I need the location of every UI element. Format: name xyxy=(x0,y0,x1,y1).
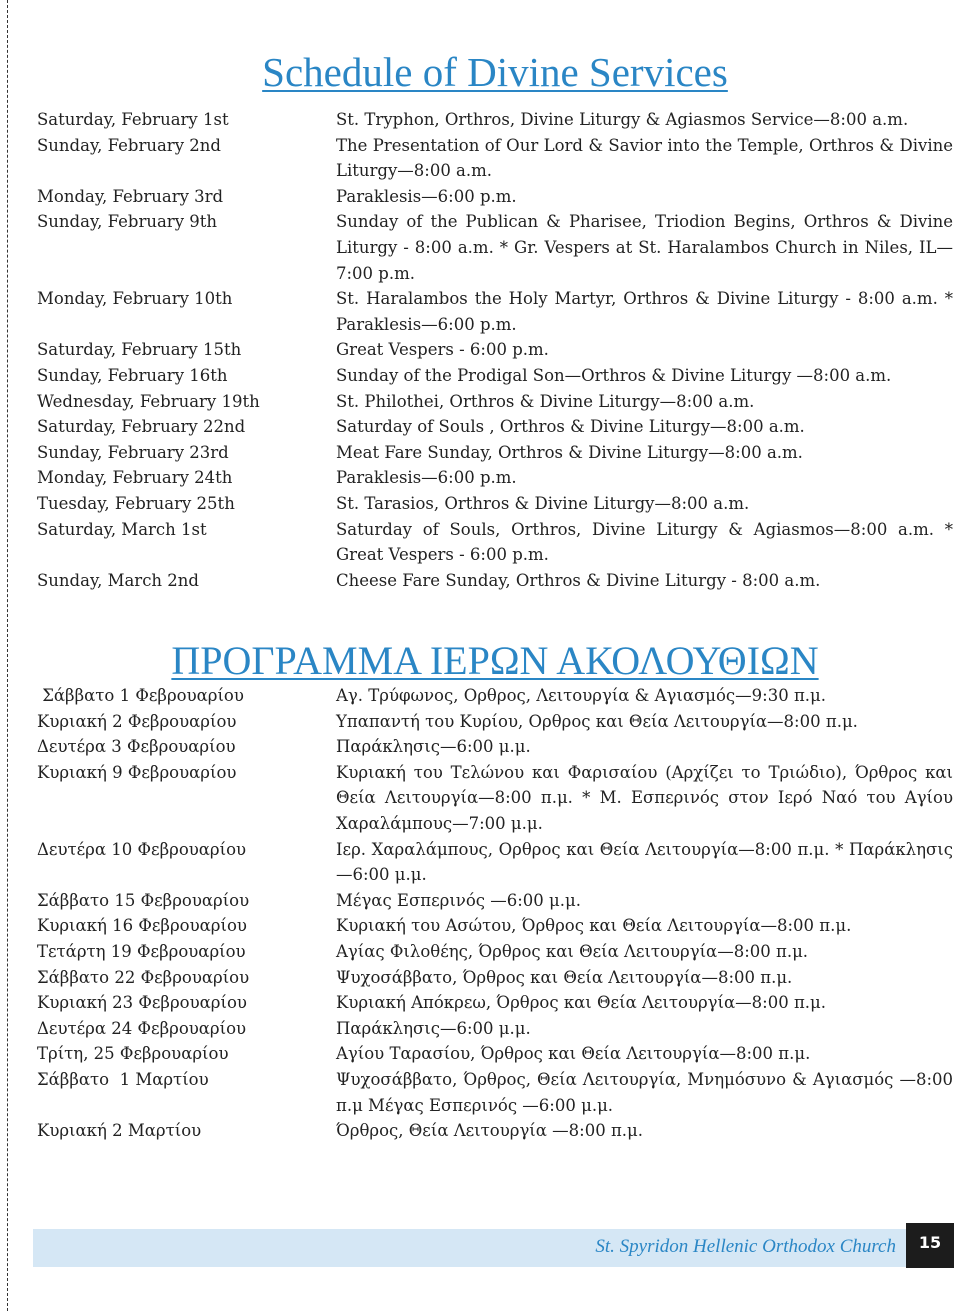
schedule-row xyxy=(37,414,953,440)
service-date: Sunday, February 9th xyxy=(37,212,218,232)
schedule-row xyxy=(37,837,953,888)
service-description: St. Haralambos the Holy Martyr, Orthros & Divine Liturgy - 8:00 a.m. * Paraklesis—6:00 p.m. xyxy=(336,289,953,334)
schedule-row xyxy=(37,133,953,184)
service-description: Sunday of the Publican & Pharisee, Triodion Begins, Orthros & Divine Liturgy - 8:00 a.m. * Gr. Vespers at St. Haralambos Church in Niles, IL—7:00 p.m. xyxy=(336,212,953,283)
schedule-row xyxy=(37,107,953,133)
schedule-row xyxy=(37,465,953,491)
service-description: Great Vespers - 6:00 p.m. xyxy=(336,340,549,360)
service-description: Μέγας Εσπερινός —6:00 μ.μ. xyxy=(336,890,581,910)
service-description: Όρθρος, Θεία Λειτουργία —8:00 π.μ. xyxy=(336,1121,644,1141)
service-description: Υπαπαντή του Κυρίου, Ορθρος και Θεία Λειτουργία—8:00 π.μ. xyxy=(336,711,858,731)
service-date: Κυριακή 23 Φεβρουαρίου xyxy=(37,993,247,1013)
service-description: Saturday of Souls , Orthros & Divine Liturgy—8:00 a.m. xyxy=(336,417,805,437)
service-description: Ψυχοσάββατο, Όρθρος, Θεία Λειτουργία, Μνημόσυνο & Αγιασμός —8:00 π.μ Μέγας Εσπερινός —6:00 μ.μ. xyxy=(336,1069,953,1115)
schedule-row xyxy=(37,337,953,363)
service-date: Monday, February 24th xyxy=(37,468,233,488)
service-description: Κυριακή Απόκρεω, Όρθρος και Θεία Λειτουργία—8:00 π.μ. xyxy=(336,993,827,1013)
page-title-english: Schedule of Divine Services xyxy=(262,49,728,95)
schedule-row xyxy=(37,990,953,1016)
footer-church-name: St. Spyridon Hellenic Orthodox Church xyxy=(595,1236,896,1257)
service-description: The Presentation of Our Lord & Savior into the Temple, Orthros & Divine Liturgy—8:00 a.m. xyxy=(336,135,953,181)
service-date: Monday, February 10th xyxy=(37,289,233,309)
schedule-row xyxy=(37,184,953,210)
service-description: Cheese Fare Sunday, Orthros & Divine Liturgy - 8:00 a.m. xyxy=(336,570,821,590)
service-date: Σάββατο 1 Μαρτίου xyxy=(37,1069,209,1089)
service-date: Saturday, February 1st xyxy=(37,110,229,129)
service-description: Ψυχοσάββατο, Όρθρος και Θεία Λειτουργία—8:00 π.μ. xyxy=(336,967,793,987)
service-description: Saturday of Souls, Orthros, Divine Liturgy & Agiasmos—8:00 a.m. * Great Vespers - 6:00 p.m. xyxy=(336,519,953,565)
service-date: Monday, February 3rd xyxy=(37,186,224,206)
page-title-greek: ΠΡΟΓΡΑΜΜΑ ΙΕΡΩΝ ΑΚΟΛΟΥΘΙΩΝ xyxy=(171,638,819,683)
schedule-row xyxy=(37,888,953,914)
schedule-row xyxy=(37,517,953,568)
service-description: Παράκλησις—6:00 μ.μ. xyxy=(336,1018,531,1038)
schedule-row xyxy=(37,1118,953,1144)
service-description: St. Philothei, Orthros & Divine Liturgy—8:00 a.m. xyxy=(336,391,755,411)
service-date: Saturday, March 1st xyxy=(37,519,207,539)
page-number: 15 xyxy=(906,1223,954,1268)
schedule-row xyxy=(37,1041,953,1067)
service-description: Παράκλησις—6:00 μ.μ. xyxy=(336,737,531,757)
service-date: Τετάρτη 19 Φεβρουαρίου xyxy=(37,941,246,961)
service-description: Meat Fare Sunday, Orthros & Divine Liturgy—8:00 a.m. xyxy=(336,442,803,462)
service-date: Saturday, February 15th xyxy=(37,340,242,360)
service-description: Αγ. Τρύφωνος, Ορθρος, Λειτουργία & Αγιασμός—9:30 π.μ. xyxy=(336,686,827,705)
service-description: Paraklesis—6:00 p.m. xyxy=(336,186,517,206)
service-date: Δευτέρα 3 Φεβρουαρίου xyxy=(37,737,236,757)
service-description: St. Tryphon, Orthros, Divine Liturgy & Agiasmos Service—8:00 a.m. xyxy=(336,110,909,129)
service-date: Sunday, February 23rd xyxy=(37,442,229,462)
schedule-row xyxy=(37,760,953,837)
service-description: Αγίου Ταρασίου, Όρθρος και Θεία Λειτουργία—8:00 π.μ. xyxy=(336,1044,811,1064)
service-description: Αγίας Φιλοθέης, Όρθρος και Θεία Λειτουργία—8:00 π.μ. xyxy=(336,941,809,961)
schedule-row xyxy=(37,568,953,594)
service-date: Δευτέρα 10 Φεβρουαρίου xyxy=(37,839,247,859)
service-date: Σάββατο 22 Φεβρουαρίου xyxy=(37,967,250,987)
schedule-row xyxy=(37,389,953,415)
service-description: St. Tarasios, Orthros & Divine Liturgy—8:00 a.m. xyxy=(336,493,750,513)
schedule-row xyxy=(37,440,953,466)
service-date: Sunday, March 2nd xyxy=(37,570,199,590)
schedule-row xyxy=(37,491,953,517)
service-date: Κυριακή 9 Φεβρουαρίου xyxy=(37,762,237,782)
schedule-row xyxy=(37,965,953,991)
schedule-row xyxy=(37,286,953,337)
schedule-greek xyxy=(37,683,953,1144)
service-date: Sunday, February 16th xyxy=(37,365,228,385)
schedule-row xyxy=(37,1067,953,1118)
service-date: Saturday, February 22nd xyxy=(37,417,246,437)
schedule-english xyxy=(37,107,953,593)
service-date: Sunday, February 2nd xyxy=(37,135,221,155)
service-date: Κυριακή 16 Φεβρουαρίου xyxy=(37,916,247,936)
service-date: Κυριακή 2 Μαρτίου xyxy=(37,1121,202,1141)
service-description: Κυριακή του Ασώτου, Όρθρος και Θεία Λειτουργία—8:00 π.μ. xyxy=(336,916,852,936)
service-date: Δευτέρα 24 Φεβρουαρίου xyxy=(37,1018,247,1038)
schedule-row xyxy=(37,363,953,389)
service-date: Σάββατο 15 Φεβρουαρίου xyxy=(37,890,250,910)
schedule-row xyxy=(37,734,953,760)
schedule-row xyxy=(37,209,953,286)
service-description: Sunday of the Prodigal Son—Orthros & Divine Liturgy —8:00 a.m. xyxy=(336,365,892,385)
schedule-row xyxy=(37,939,953,965)
service-date: Σάββατο 1 Φεβρουαρίου xyxy=(37,686,244,705)
service-date: Κυριακή 2 Φεβρουαρίου xyxy=(37,711,237,731)
service-date: Wednesday, February 19th xyxy=(37,391,260,411)
schedule-row xyxy=(37,709,953,735)
schedule-row xyxy=(37,683,953,709)
schedule-row xyxy=(37,913,953,939)
service-date: Τρίτη, 25 Φεβρουαρίου xyxy=(37,1044,229,1064)
service-description: Κυριακή του Τελώνου και Φαρισαίου (Αρχίζει το Τριώδιο), Όρθρος και Θεία Λειτουργία—8:00 π.μ. * Μ. Εσπερινός στον Ιερό Ναό του Αγίου Χαραλάμπους—7:00 μ.μ. xyxy=(336,762,953,833)
schedule-row xyxy=(37,1016,953,1042)
service-description: Paraklesis—6:00 p.m. xyxy=(336,468,517,488)
service-description: Ιερ. Χαραλάμπους, Ορθρος και Θεία Λειτουργία—8:00 π.μ. * Παράκλησις—6:00 μ.μ. xyxy=(336,839,953,885)
service-date: Tuesday, February 25th xyxy=(37,493,235,513)
